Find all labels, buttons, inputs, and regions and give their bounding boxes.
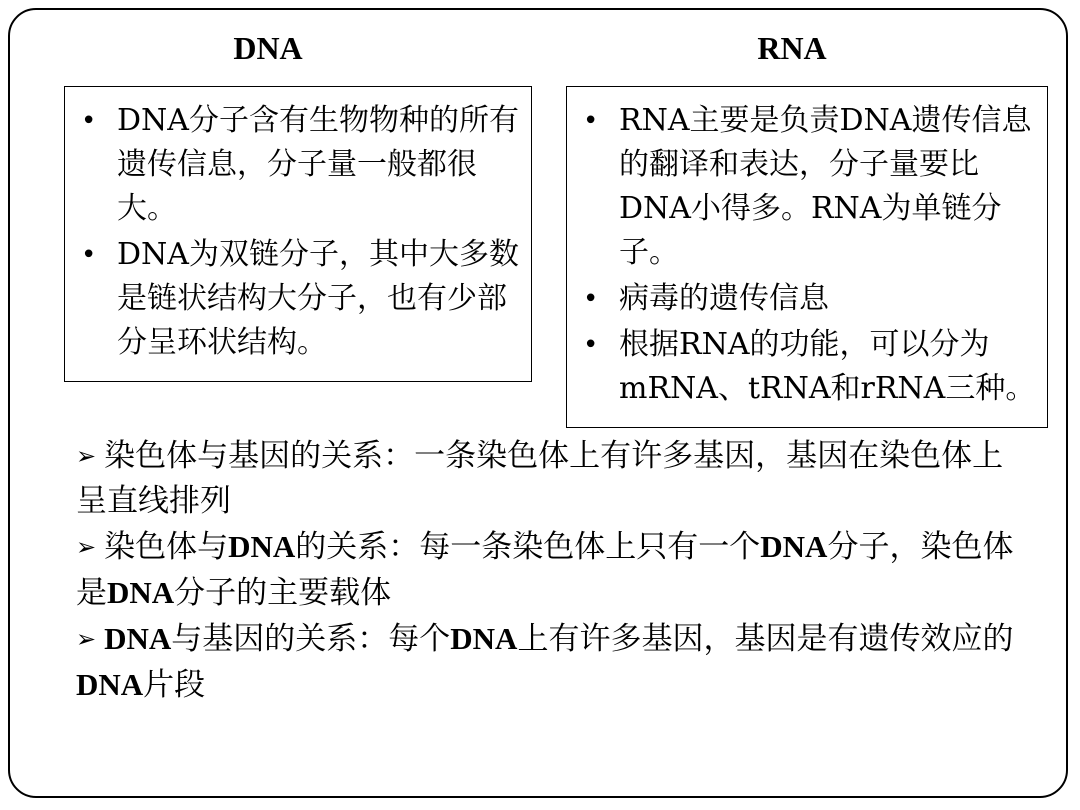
relation-term: DNA (76, 667, 144, 702)
relation-dna-gene (76, 616, 1016, 708)
rna-bullet-text: RNA主要是负责DNA遗传信息的翻译和表达，分子量要比DNA小得多。RNA为单链分子。 (619, 103, 1032, 270)
relation-chromosome-dna (76, 524, 1016, 616)
arrow-bullet-icon: ➢ (76, 625, 97, 653)
relations-section (76, 434, 1016, 708)
relation-text: 与基因的关系：每个 (171, 621, 451, 657)
rna-bullet-item (577, 323, 1037, 411)
bullet-icon: • (81, 106, 97, 136)
relation-term: DNA (450, 621, 518, 656)
relation-text: 分子的主要载体 (174, 575, 392, 611)
dna-column-heading: DNA (233, 30, 303, 66)
arrow-bullet-icon: ➢ (76, 533, 97, 561)
relation-text: 上有许多基因，基因是有遗传效应的 (517, 621, 1014, 657)
relation-text: 片段 (143, 667, 206, 703)
relation-text: 的关系：每一条染色体上只有一个 (295, 529, 761, 565)
rna-bullet-item (577, 277, 1037, 321)
rna-bullet-list (577, 99, 1037, 411)
relation-text: 分子，染色体是 (76, 529, 1014, 611)
rna-info-box (566, 86, 1048, 428)
dna-bullet-text: DNA分子含有生物物种的所有遗传信息，分子量一般都很大。 (117, 103, 519, 226)
bullet-icon: • (583, 106, 599, 136)
rna-bullet-text: 根据RNA的功能，可以分为mRNA、tRNA和rRNA三种。 (619, 327, 1036, 406)
dna-bullet-item (75, 233, 521, 365)
rna-bullet-text: 病毒的遗传信息 (619, 281, 829, 316)
relation-text: 染色体与 (104, 529, 229, 565)
arrow-bullet-icon: ➢ (76, 442, 97, 470)
relation-term: DNA (228, 529, 296, 564)
relation-term: DNA (760, 529, 828, 564)
relation-chromosome-gene (76, 434, 1016, 524)
bullet-icon: • (583, 284, 599, 314)
dna-info-box (64, 86, 532, 382)
relation-text: 染色体与基因的关系：一条染色体上有许多基因，基因在染色体上呈直线排列 (76, 438, 1004, 519)
relation-term: DNA (104, 621, 172, 656)
rna-column-heading: RNA (757, 30, 827, 66)
bullet-icon: • (583, 330, 599, 360)
rna-bullet-item (577, 99, 1037, 275)
dna-bullet-list (75, 99, 521, 365)
relation-term: DNA (107, 575, 175, 610)
bullet-icon: • (81, 240, 97, 270)
dna-bullet-text: DNA为双链分子，其中大多数是链状结构大分子，也有少部分呈环状结构。 (117, 237, 519, 360)
dna-bullet-item (75, 99, 521, 231)
